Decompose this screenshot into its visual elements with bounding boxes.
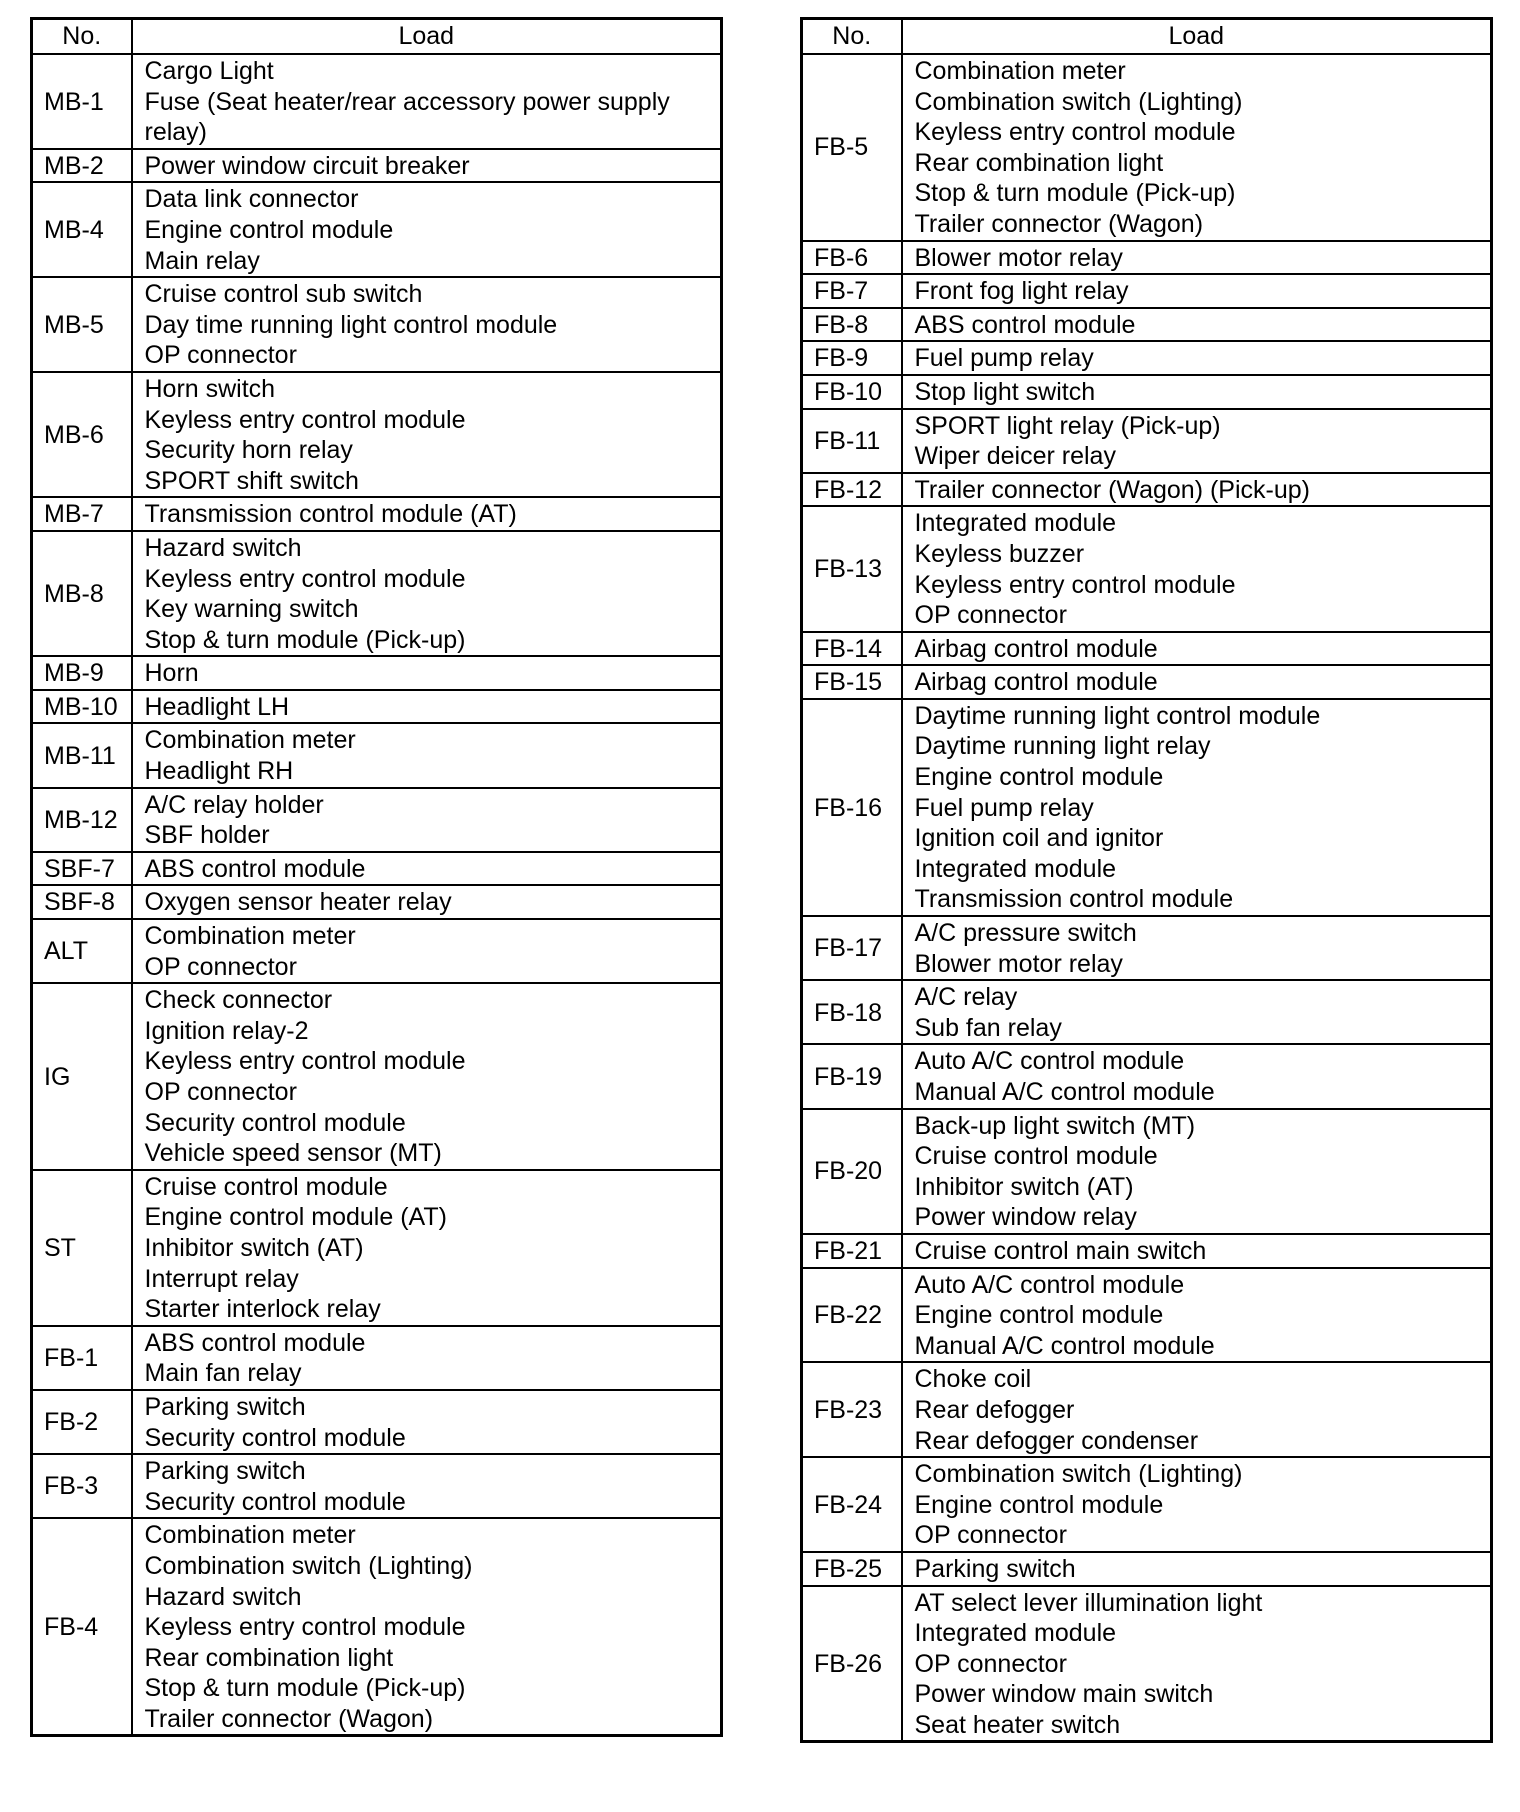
load-item: OP connector [144, 1078, 297, 1106]
table-row [32, 149, 722, 183]
load-list [902, 1268, 1492, 1363]
fuse-number: FB-12 [802, 473, 902, 507]
load-item: Inhibitor switch (AT) [914, 1172, 1134, 1201]
load-item: Horn switch [144, 374, 276, 403]
load-item: Engine control module (AT) [144, 1203, 447, 1232]
load-list [132, 885, 722, 919]
table-row [32, 983, 722, 1170]
load-list [132, 919, 722, 983]
load-item: Stop & turn module (Pick-up) [914, 179, 1236, 208]
load-item: Choke coil [914, 1365, 1032, 1394]
table-row [802, 1109, 1492, 1234]
load-item: Inhibitor switch (AT) [144, 1233, 364, 1262]
fuse-number: FB-9 [802, 341, 902, 375]
table-row [802, 1234, 1492, 1268]
load-list [132, 149, 722, 183]
load-list [132, 531, 722, 656]
load-item: Blower motor relay [914, 949, 1123, 978]
load-item: Auto A/C control module [914, 1047, 1185, 1076]
table-row [802, 916, 1492, 980]
table-row [32, 919, 722, 983]
table-row [802, 665, 1492, 699]
table-row [802, 1457, 1492, 1552]
load-list [132, 1326, 722, 1390]
load-item: Ignition relay-2 [144, 1016, 309, 1045]
fuse-number: ALT [32, 919, 132, 983]
load-item: Rear defogger condenser [914, 1426, 1199, 1455]
load-list [902, 1362, 1492, 1457]
load-list [132, 277, 722, 372]
load-list [902, 409, 1492, 473]
load-item: Daytime running light relay [914, 732, 1211, 761]
load-item: Combination meter [144, 726, 356, 755]
load-list [132, 690, 722, 724]
load-list [902, 1457, 1492, 1552]
load-item: Fuse (Seat heater/rear accessory power supply [144, 87, 670, 116]
load-item: Combination switch (Lighting) [144, 1551, 473, 1580]
fuse-number: FB-26 [802, 1586, 902, 1742]
fuse-number: FB-3 [32, 1454, 132, 1518]
load-item: Transmission control module [914, 885, 1234, 914]
load-item: Auto A/C control module [914, 1270, 1185, 1299]
load-list [902, 980, 1492, 1044]
load-item: ABS control module [144, 854, 366, 883]
load-item: Manual A/C control module [914, 1078, 1215, 1106]
load-item: Oxygen sensor heater relay [144, 888, 452, 917]
table-row [802, 308, 1492, 342]
load-item: SPORT shift switch [144, 466, 359, 495]
load-item: Keyless entry control module [914, 118, 1236, 147]
load-item: Combination switch (Lighting) [914, 1460, 1243, 1489]
load-item: Starter interlock relay [144, 1295, 381, 1324]
fuse-number: MB-12 [32, 788, 132, 852]
table-row [802, 274, 1492, 308]
load-item: Wiper deicer relay [914, 442, 1116, 471]
load-item: Interrupt relay [144, 1264, 299, 1293]
load-item: Data link connector [144, 185, 359, 214]
fuse-number: FB-20 [802, 1109, 902, 1234]
load-list [902, 1044, 1492, 1108]
load-item: Cruise control module [914, 1142, 1158, 1171]
table-row [802, 1552, 1492, 1586]
fuse-number: MB-8 [32, 531, 132, 656]
load-item: Manual A/C control module [914, 1331, 1215, 1360]
load-item: Airbag control module [914, 668, 1158, 697]
load-item: Power window main switch [914, 1680, 1214, 1709]
load-item: Engine control module [144, 215, 394, 244]
load-list [132, 723, 722, 787]
table-row [802, 632, 1492, 666]
fuse-number: MB-2 [32, 149, 132, 183]
load-item: Keyless entry control module [144, 1613, 466, 1642]
table-row [32, 1326, 722, 1390]
header-no: No. [32, 19, 132, 55]
load-item: Hazard switch [144, 533, 302, 562]
table-row [802, 473, 1492, 507]
table-row [32, 531, 722, 656]
table-row [32, 656, 722, 690]
load-item: Parking switch [914, 1554, 1076, 1583]
load-item: Ignition coil and ignitor [914, 824, 1164, 853]
load-list [132, 788, 722, 852]
load-item: Headlight LH [144, 692, 290, 721]
table-row [802, 1362, 1492, 1457]
fuse-number: FB-13 [802, 506, 902, 631]
table-row [32, 372, 722, 497]
table-row [32, 1390, 722, 1454]
load-item: A/C pressure switch [914, 919, 1137, 948]
fuse-number: FB-1 [32, 1326, 132, 1390]
load-list [902, 1234, 1492, 1268]
table-row [32, 723, 722, 787]
table-row [32, 852, 722, 886]
load-item: Day time running light control module [144, 310, 558, 339]
load-item: Airbag control module [914, 634, 1158, 663]
load-list [902, 375, 1492, 409]
fuse-number: MB-1 [32, 54, 132, 149]
load-item: Stop light switch [914, 377, 1096, 406]
fuse-number: FB-8 [802, 308, 902, 342]
load-item: SBF holder [144, 821, 270, 850]
load-item: Key warning switch [144, 595, 359, 624]
table-header-row [32, 19, 722, 55]
load-item: Horn [144, 659, 199, 688]
header-load: Load [132, 19, 722, 55]
load-item: Integrated module [914, 1619, 1117, 1648]
load-list [132, 497, 722, 531]
load-item: Trailer connector (Wagon) (Pick-up) [914, 475, 1310, 504]
load-list [902, 473, 1492, 507]
load-list [902, 699, 1492, 916]
load-item: Cargo Light [144, 57, 274, 85]
left-table-body [32, 54, 722, 1736]
fuse-number: FB-22 [802, 1268, 902, 1363]
load-item: Security horn relay [144, 436, 353, 465]
load-item: Fuel pump relay [914, 793, 1094, 822]
load-item: Cruise control sub switch [144, 280, 423, 309]
fuse-number: IG [32, 983, 132, 1170]
fuse-number: FB-19 [802, 1044, 902, 1108]
fuse-number: SBF-7 [32, 852, 132, 886]
table-row [32, 54, 722, 149]
load-list [902, 665, 1492, 699]
fuse-number: MB-10 [32, 690, 132, 724]
load-item: Keyless entry control module [144, 405, 466, 434]
header-load: Load [902, 19, 1492, 55]
load-item: Blower motor relay [914, 243, 1123, 272]
fuse-number: FB-24 [802, 1457, 902, 1552]
table-row [802, 699, 1492, 916]
load-item: Seat heater switch [914, 1710, 1121, 1739]
load-item: Parking switch [144, 1457, 306, 1486]
fuse-number: MB-6 [32, 372, 132, 497]
header-no: No. [802, 19, 902, 55]
table-row [32, 1518, 722, 1736]
load-list [902, 308, 1492, 342]
table-row [802, 1586, 1492, 1742]
load-item: A/C relay holder [144, 790, 324, 819]
table-row [802, 506, 1492, 631]
fuse-number: FB-7 [802, 274, 902, 308]
load-item: ABS control module [914, 310, 1136, 339]
load-item: Vehicle speed sensor (MT) [144, 1139, 442, 1168]
fuse-number: FB-10 [802, 375, 902, 409]
load-item: Combination meter [914, 57, 1126, 85]
load-item: Engine control module [914, 1301, 1164, 1330]
load-item: Trailer connector (Wagon) [914, 209, 1204, 238]
left-fuse-table [30, 17, 723, 1737]
load-item: AT select lever illumination light [914, 1588, 1263, 1617]
load-item: Security control module [144, 1487, 406, 1516]
fuse-number: FB-18 [802, 980, 902, 1044]
load-item: Rear defogger [914, 1395, 1075, 1424]
right-fuse-table [800, 17, 1493, 1743]
load-item: Sub fan relay [914, 1013, 1062, 1042]
fuse-number: FB-14 [802, 632, 902, 666]
load-item: Engine control module [914, 1490, 1164, 1519]
load-item: relay) [144, 118, 208, 147]
load-item: Keyless entry control module [914, 570, 1236, 599]
fuse-number: FB-6 [802, 241, 902, 275]
load-list [902, 1109, 1492, 1234]
load-item: Security control module [144, 1423, 406, 1452]
load-list [902, 341, 1492, 375]
table-row [802, 1044, 1492, 1108]
table-row [802, 980, 1492, 1044]
table-row [32, 182, 722, 277]
load-list [132, 1390, 722, 1454]
fuse-number: FB-15 [802, 665, 902, 699]
table-row [802, 375, 1492, 409]
load-item: Rear combination light [144, 1643, 394, 1672]
fuse-number: FB-17 [802, 916, 902, 980]
load-list [132, 54, 722, 149]
right-table-body [802, 54, 1492, 1742]
table-row [802, 241, 1492, 275]
table-row [802, 341, 1492, 375]
load-item: Integrated module [914, 509, 1117, 538]
load-item: Cruise control module [144, 1172, 388, 1201]
fuse-number: SBF-8 [32, 885, 132, 919]
table-row [802, 54, 1492, 241]
load-list [902, 506, 1492, 631]
load-list [132, 1454, 722, 1518]
load-list [132, 372, 722, 497]
load-item: A/C relay [914, 983, 1018, 1012]
fuse-number: FB-4 [32, 1518, 132, 1736]
table-row [802, 1268, 1492, 1363]
load-item: Power window circuit breaker [144, 151, 470, 180]
load-item: Rear combination light [914, 148, 1164, 177]
load-item: OP connector [914, 601, 1067, 630]
load-item: Main fan relay [144, 1359, 302, 1388]
load-item: Headlight RH [144, 757, 294, 786]
load-item: Integrated module [914, 854, 1117, 883]
table-header-row [802, 19, 1492, 55]
load-list [132, 983, 722, 1170]
load-list [132, 852, 722, 886]
load-item: Keyless buzzer [914, 539, 1085, 568]
load-item: Trailer connector (Wagon) [144, 1704, 434, 1733]
load-item: Hazard switch [144, 1582, 302, 1611]
fuse-number: MB-4 [32, 182, 132, 277]
load-item: Cruise control main switch [914, 1236, 1207, 1265]
fuse-number: FB-5 [802, 54, 902, 241]
load-item: Parking switch [144, 1392, 306, 1421]
load-item: Stop & turn module (Pick-up) [144, 1674, 466, 1703]
fuse-number: FB-11 [802, 409, 902, 473]
load-item: Transmission control module (AT) [144, 500, 517, 529]
load-list [902, 274, 1492, 308]
fuse-number: FB-16 [802, 699, 902, 916]
load-item: OP connector [144, 341, 297, 370]
load-item: Power window relay [914, 1203, 1137, 1232]
load-list [902, 632, 1492, 666]
load-item: Combination meter [144, 1521, 356, 1550]
load-list [902, 1552, 1492, 1586]
load-item: Stop & turn module (Pick-up) [144, 625, 466, 654]
table-row [32, 690, 722, 724]
load-item: Check connector [144, 986, 333, 1015]
load-item: ABS control module [144, 1328, 366, 1357]
fuse-number: ST [32, 1170, 132, 1326]
table-row [32, 497, 722, 531]
load-item: Daytime running light control module [914, 701, 1321, 730]
load-list [132, 182, 722, 277]
fuse-number: FB-25 [802, 1552, 902, 1586]
load-list [902, 916, 1492, 980]
load-item: OP connector [914, 1649, 1067, 1678]
fuse-number: MB-11 [32, 723, 132, 787]
fuse-number: MB-7 [32, 497, 132, 531]
fuse-number: FB-23 [802, 1362, 902, 1457]
load-list [132, 1170, 722, 1326]
load-list [132, 1518, 722, 1736]
load-list [902, 241, 1492, 275]
load-item: OP connector [144, 952, 297, 981]
fuse-number: MB-9 [32, 656, 132, 690]
load-list [902, 1586, 1492, 1742]
load-item: OP connector [914, 1521, 1067, 1550]
load-list [902, 54, 1492, 241]
fuse-number: FB-21 [802, 1234, 902, 1268]
load-item: Back-up light switch (MT) [914, 1111, 1196, 1140]
load-item: Engine control module [914, 763, 1164, 792]
load-item: Fuel pump relay [914, 344, 1094, 373]
load-item: Combination meter [144, 922, 356, 951]
load-item: Keyless entry control module [144, 564, 466, 593]
load-item: Main relay [144, 246, 260, 275]
table-row [32, 1170, 722, 1326]
fuse-number: MB-5 [32, 277, 132, 372]
table-row [802, 409, 1492, 473]
table-row [32, 1454, 722, 1518]
load-item: SPORT light relay (Pick-up) [914, 411, 1221, 440]
load-list [132, 656, 722, 690]
load-item: Keyless entry control module [144, 1047, 466, 1076]
table-row [32, 788, 722, 852]
table-row [32, 885, 722, 919]
load-item: Security control module [144, 1108, 406, 1137]
fuse-number: FB-2 [32, 1390, 132, 1454]
table-row [32, 277, 722, 372]
load-item: Combination switch (Lighting) [914, 87, 1243, 116]
load-item: Front fog light relay [914, 277, 1129, 306]
